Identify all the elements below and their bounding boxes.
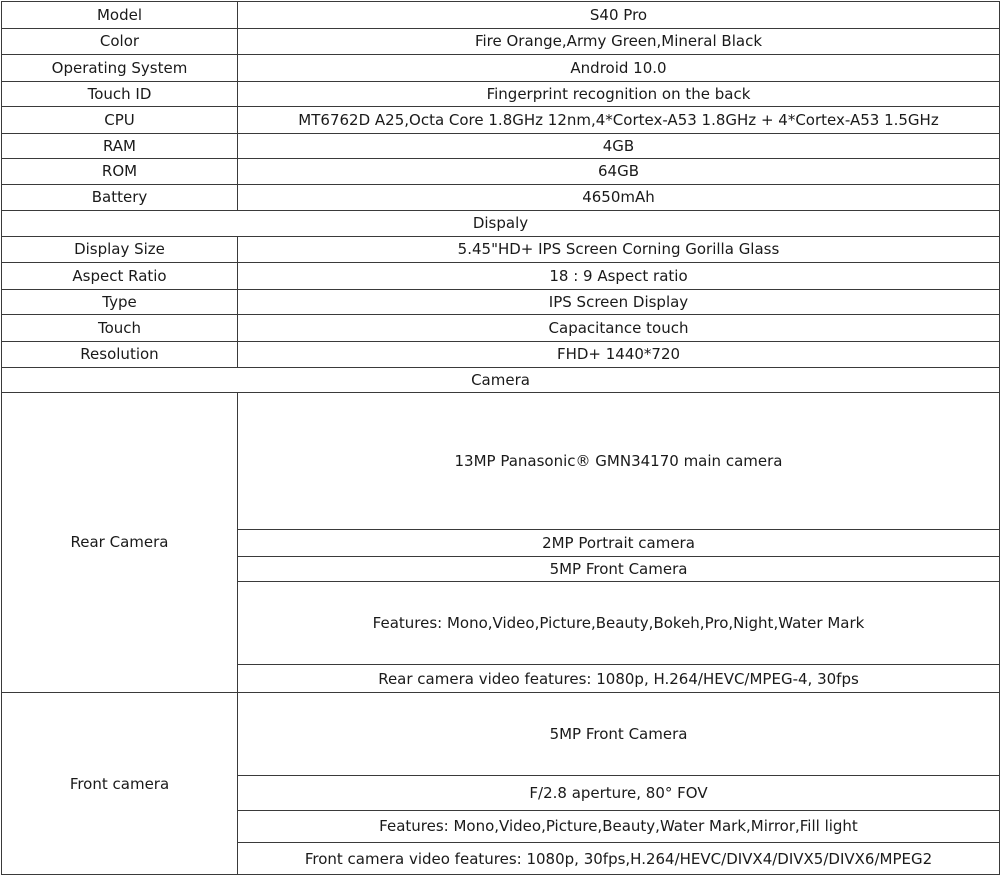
table-row [2,392,1000,530]
table-row [2,28,1000,55]
section-title-display: Dispaly [2,211,1000,236]
rear-camera-value: 5MP Front Camera [238,556,1000,581]
row-value: 5.45"HD+ IPS Screen Corning Gorilla Glass [238,236,1000,263]
rear-camera-value: Rear camera video features: 1080p, H.264/HEVC/MPEG-4, 30fps [238,664,1000,693]
row-value: FHD+ 1440*720 [238,341,1000,368]
table-row [2,693,1000,776]
row-label: Display Size [2,236,238,263]
row-value: 64GB [238,159,1000,184]
table-row [2,55,1000,82]
row-label: CPU [2,107,238,134]
row-value: MT6762D A25,Octa Core 1.8GHz 12nm,4*Cortex-A53 1.8GHz + 4*Cortex-A53 1.5GHz [238,107,1000,134]
row-value: Fingerprint recognition on the back [238,81,1000,106]
row-value: 18 : 9 Aspect ratio [238,263,1000,290]
table-row [2,263,1000,290]
row-value: Fire Orange,Army Green,Mineral Black [238,28,1000,55]
table-row [2,236,1000,263]
row-value: Android 10.0 [238,55,1000,82]
front-camera-label: Front camera [2,693,238,875]
row-label: Resolution [2,341,238,368]
table-row [2,159,1000,184]
section-title-camera: Camera [2,368,1000,392]
row-label: Type [2,289,238,314]
table-row [2,107,1000,134]
front-camera-value: Features: Mono,Video,Picture,Beauty,Water Mark,Mirror,Fill light [238,810,1000,843]
front-camera-value: Front camera video features: 1080p, 30fps,H.264/HEVC/DIVX4/DIVX5/DIVX6/MPEG2 [238,843,1000,875]
rear-camera-value: Features: Mono,Video,Picture,Beauty,Bokeh,Pro,Night,Water Mark [238,582,1000,665]
row-label: RAM [2,133,238,158]
table-row [2,341,1000,368]
front-camera-value: F/2.8 aperture, 80° FOV [238,775,1000,810]
table-row [2,184,1000,211]
row-label: Touch [2,315,238,342]
table-row [2,289,1000,314]
rear-camera-value: 2MP Portrait camera [238,530,1000,557]
row-value: IPS Screen Display [238,289,1000,314]
row-label: Aspect Ratio [2,263,238,290]
row-label: Operating System [2,55,238,82]
front-camera-value: 5MP Front Camera [238,693,1000,776]
row-value: 4GB [238,133,1000,158]
row-label: Color [2,28,238,55]
row-label: ROM [2,159,238,184]
section-header-row [2,211,1000,236]
rear-camera-value: 13MP Panasonic® GMN34170 main camera [238,392,1000,530]
row-label: Battery [2,184,238,211]
spec-table [1,1,1000,875]
table-row [2,2,1000,29]
table-row [2,81,1000,106]
rear-camera-label: Rear Camera [2,392,238,693]
table-row [2,315,1000,342]
row-value: Capacitance touch [238,315,1000,342]
row-value: S40 Pro [238,2,1000,29]
row-value: 4650mAh [238,184,1000,211]
table-row [2,133,1000,158]
section-header-row [2,368,1000,392]
row-label: Touch ID [2,81,238,106]
row-label: Model [2,2,238,29]
